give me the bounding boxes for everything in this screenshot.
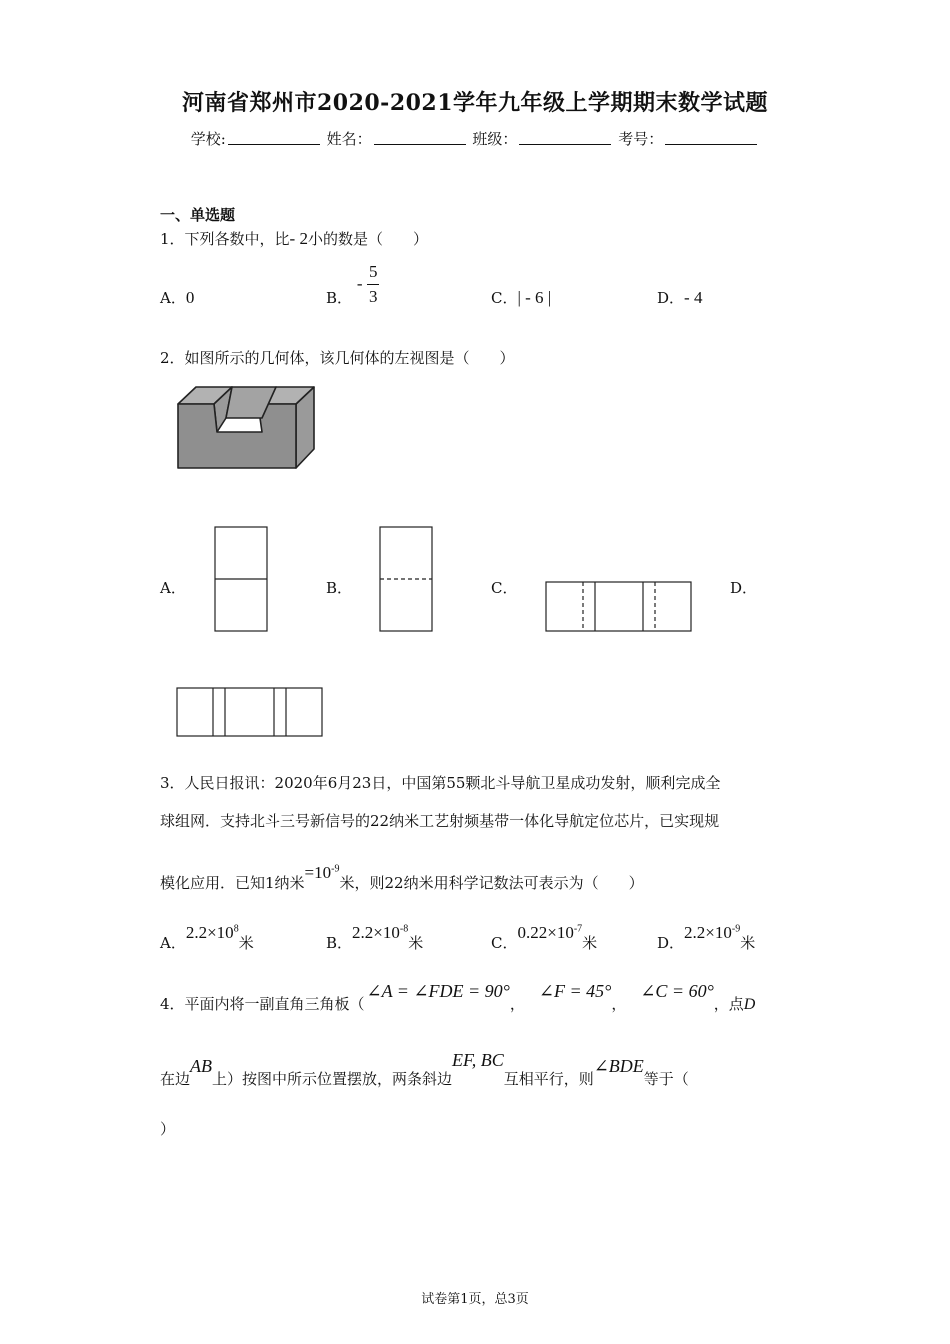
exponent: 8 <box>233 923 239 935</box>
q4-segment-ab: AB <box>190 1056 213 1076</box>
q4-comma-1: ， <box>509 995 525 1013</box>
mantissa: 0.22×10 <box>517 923 574 942</box>
q4-line-2 <box>160 1050 689 1089</box>
q3-line-3 <box>160 863 644 893</box>
fraction-numerator: 5 <box>369 262 378 281</box>
q4-angle-condition-3: ∠C = 60° <box>640 981 714 1001</box>
q4-hypotenuses: EF, BC <box>452 1050 504 1070</box>
q3-power-base: =10 <box>304 863 332 882</box>
option-value: | - 6 | <box>517 288 552 307</box>
q3-line-2: 球组网．支持北斗三号新信号的22纳米工艺射频基带一体化导航定位芯片，已实现规 <box>160 812 720 830</box>
option-value <box>684 923 740 942</box>
option-value: 0 <box>185 288 195 307</box>
option-value <box>186 923 239 942</box>
q4-angle-bde: ∠BDE <box>593 1056 644 1076</box>
page-footer: 试卷第1页，总3页 <box>421 1292 529 1307</box>
option-value <box>352 923 408 942</box>
fraction-sign: - <box>356 274 363 293</box>
question-2-stem: 2．如图所示的几何体，该几何体的左视图是（ ） <box>160 349 515 367</box>
option-label: C． <box>491 934 518 952</box>
q1-stem-number: - 2 <box>289 229 308 248</box>
exam-title: 河南省郑州市2020-2021学年九年级上学期期末数学试题 <box>181 90 769 116</box>
option-label: D． <box>657 289 685 307</box>
option-label: C． <box>491 289 518 307</box>
q4-line-2-text-c: 互相平行，则 <box>503 1070 594 1088</box>
q3-line-3-text-b: 米，则22纳米用科学记数法可表示为（ ） <box>339 874 644 892</box>
q3-line-3-text-a: 模化应用．已知1纳米 <box>160 874 305 892</box>
q4-text-b: ，点 <box>713 995 744 1013</box>
q2-option-c[interactable]: C． <box>491 579 518 597</box>
q4-text-a: 4．平面内将一副直角三角板（ <box>160 995 365 1013</box>
q2-view-a <box>215 527 267 631</box>
option-label: A． <box>160 934 186 952</box>
mantissa: 2.2×10 <box>352 923 400 942</box>
option-label: A． <box>160 289 186 307</box>
exponent: -9 <box>731 923 741 935</box>
q2-view-d <box>177 688 322 736</box>
q1-stem-text-b: 小的数是（ ） <box>307 230 428 248</box>
exam-no-label: 考号： <box>618 130 664 148</box>
q3-option-d[interactable] <box>657 923 756 953</box>
section-heading: 一、单选题 <box>160 206 236 224</box>
q4-line-1 <box>160 981 756 1014</box>
option-label: B． <box>326 934 353 952</box>
unit: 米 <box>238 934 254 952</box>
q3-option-b[interactable] <box>326 923 424 953</box>
mantissa: 2.2×10 <box>185 923 234 942</box>
q3-option-a[interactable] <box>160 923 254 953</box>
school-label: 学校: <box>190 130 226 148</box>
option-label: D． <box>657 934 685 952</box>
option-value: - 4 <box>684 288 703 307</box>
fraction-denominator: 3 <box>369 287 378 306</box>
q4-comma-2: ， <box>611 995 627 1013</box>
unit: 米 <box>582 934 598 952</box>
unit: 米 <box>408 934 424 952</box>
q3-power-exponent: -9 <box>331 863 340 875</box>
q4-point-d: D <box>743 996 756 1013</box>
q2-option-d[interactable]: D． <box>730 579 758 597</box>
q2-option-a[interactable]: A． <box>160 579 186 597</box>
q3-line-1: 3．人民日报讯：2020年6月23日，中国第55颗北斗导航卫星成功发射，顺利完成全 <box>160 774 721 792</box>
q4-line-3: ） <box>160 1120 176 1138</box>
exponent: -8 <box>399 923 409 935</box>
option-label: B． <box>326 289 353 307</box>
exponent: -7 <box>573 923 583 935</box>
q3-option-c[interactable] <box>491 923 598 953</box>
class-label: 班级： <box>472 130 518 148</box>
q4-line-2-text-b: 上）按图中所示位置摆放，两条斜边 <box>212 1070 453 1088</box>
q2-view-c <box>546 582 691 631</box>
unit: 米 <box>740 934 756 952</box>
q4-line-2-text-d: 等于（ <box>643 1070 689 1088</box>
q2-option-b[interactable]: B． <box>326 579 353 597</box>
q4-angle-condition-1: ∠A = ∠FDE = 90° <box>366 981 510 1001</box>
q4-angle-condition-2: ∠F = 45° <box>538 981 612 1001</box>
q2-view-b <box>380 527 432 631</box>
q3-nanometer-value <box>305 863 340 882</box>
option-value <box>517 923 582 942</box>
q4-line-2-text-a: 在边 <box>160 1070 191 1088</box>
q1-stem-text-a: 1．下列各数中，比 <box>160 230 290 248</box>
name-label: 姓名： <box>326 130 372 148</box>
mantissa: 2.2×10 <box>684 923 732 942</box>
